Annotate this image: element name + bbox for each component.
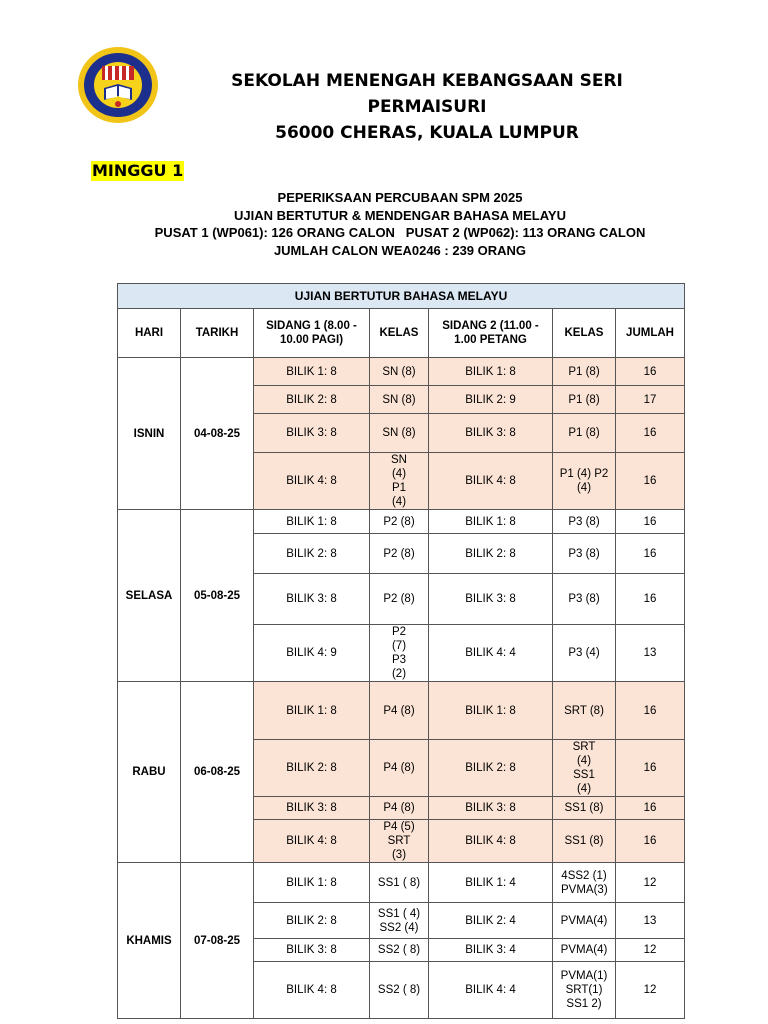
total-cell: 12 (616, 939, 685, 962)
date-cell: 05-08-25 (181, 510, 254, 682)
table-title: UJIAN BERTUTUR BAHASA MELAYU (118, 284, 685, 309)
sidang1-room: BILIK 2: 8 (254, 534, 370, 574)
school-name: SEKOLAH MENENGAH KEBANGSAAN SERI PERMAISURI (231, 71, 623, 117)
date-cell: 04-08-25 (181, 358, 254, 510)
sidang1-room: BILIK 4: 8 (254, 820, 370, 863)
total-cell: 16 (616, 740, 685, 797)
total-cell: 16 (616, 358, 685, 386)
header-hari: HARI (118, 309, 181, 358)
sidang1-room: BILIK 2: 8 (254, 386, 370, 414)
sidang1-room: BILIK 3: 8 (254, 939, 370, 962)
sidang1-class: P2 (8) (370, 574, 429, 625)
sidang2-class: P3 (8) (553, 574, 616, 625)
total-cell: 16 (616, 682, 685, 740)
total-cell: 16 (616, 820, 685, 863)
sidang1-class: SN (8) (370, 358, 429, 386)
sidang2-room: BILIK 4: 8 (429, 453, 553, 510)
exam-centres: PUSAT 1 (WP061): 126 ORANG CALON PUSAT 2 (WP062): 113 ORANG CALON (154, 225, 646, 240)
total-cell: 12 (616, 863, 685, 903)
sidang2-class: P1 (4) P2 (4) (553, 453, 616, 510)
total-cell: 17 (616, 386, 685, 414)
table-row (118, 863, 685, 903)
sidang2-class: 4SS2 (1) PVMA(3) (553, 863, 616, 903)
exam-total: JUMLAH CALON WEA0246 : 239 ORANG (273, 242, 527, 258)
sidang1-room: BILIK 1: 8 (254, 863, 370, 903)
sidang1-class: P2 (8) (370, 534, 429, 574)
sidang1-room: BILIK 3: 8 (254, 797, 370, 820)
header-sidang-1: SIDANG 1 (8.00 - 10.00 PAGI) (254, 309, 370, 358)
sidang1-room: BILIK 1: 8 (254, 358, 370, 386)
sidang2-class: SRT (4) SS1 (4) (553, 740, 616, 797)
header-kelas-1: KELAS (370, 309, 429, 358)
total-cell: 16 (616, 574, 685, 625)
table-row (118, 358, 685, 386)
sidang2-class: PVMA(4) (553, 903, 616, 939)
sidang1-class: P2 (8) (370, 510, 429, 534)
sidang2-class: P3 (8) (553, 510, 616, 534)
table-row (118, 682, 685, 740)
day-cell: RABU (118, 682, 181, 863)
sidang1-class: SS2 ( 8) (370, 962, 429, 1019)
sidang1-room: BILIK 1: 8 (254, 682, 370, 740)
sidang2-class: P1 (8) (553, 358, 616, 386)
total-cell: 16 (616, 797, 685, 820)
sidang2-room: BILIK 3: 8 (429, 797, 553, 820)
school-header (172, 68, 682, 146)
sidang1-class: SN (8) (370, 386, 429, 414)
school-crest-logo (77, 44, 159, 126)
sidang2-room: BILIK 1: 8 (429, 358, 553, 386)
day-cell: KHAMIS (118, 863, 181, 1019)
sidang1-class: P4 (8) (370, 682, 429, 740)
header-tarikh: TARIKH (181, 309, 254, 358)
sidang2-room: BILIK 3: 4 (429, 939, 553, 962)
sidang1-room: BILIK 2: 8 (254, 903, 370, 939)
sidang1-class: P4 (8) (370, 797, 429, 820)
total-cell: 16 (616, 534, 685, 574)
sidang2-class: SS1 (8) (553, 820, 616, 863)
sidang1-room: BILIK 4: 8 (254, 962, 370, 1019)
sidang2-room: BILIK 4: 4 (429, 625, 553, 682)
sidang2-room: BILIK 3: 8 (429, 414, 553, 453)
sidang1-class: P4 (8) (370, 740, 429, 797)
header-jumlah: JUMLAH (616, 309, 685, 358)
total-cell: 16 (616, 510, 685, 534)
sidang2-class: P1 (8) (553, 386, 616, 414)
sidang1-room: BILIK 4: 8 (254, 453, 370, 510)
sidang2-room: BILIK 4: 8 (429, 820, 553, 863)
header-sidang-2: SIDANG 2 (11.00 - 1.00 PETANG (429, 309, 553, 358)
sidang2-class: PVMA(4) (553, 939, 616, 962)
table-header-row (118, 309, 685, 358)
sidang1-class: SS2 ( 8) (370, 939, 429, 962)
sidang1-class: P4 (5) SRT (3) (370, 820, 429, 863)
exam-subtitle: UJIAN BERTUTUR & MENDENGAR BAHASA MELAYU (234, 207, 566, 223)
sidang2-class: PVMA(1) SRT(1) SS1 2) (553, 962, 616, 1019)
sidang2-room: BILIK 2: 4 (429, 903, 553, 939)
sidang1-room: BILIK 3: 8 (254, 574, 370, 625)
day-cell: SELASA (118, 510, 181, 682)
total-cell: 12 (616, 962, 685, 1019)
sidang2-room: BILIK 2: 8 (429, 740, 553, 797)
sidang2-room: BILIK 1: 8 (429, 510, 553, 534)
header-kelas-2: KELAS (553, 309, 616, 358)
exam-header (110, 189, 690, 259)
total-cell: 13 (616, 903, 685, 939)
sidang2-room: BILIK 2: 8 (429, 534, 553, 574)
sidang2-class: SRT (8) (553, 682, 616, 740)
school-address: 56000 CHERAS, KUALA LUMPUR (275, 123, 579, 143)
sidang2-room: BILIK 1: 8 (429, 682, 553, 740)
sidang2-class: P3 (4) (553, 625, 616, 682)
sidang1-class: SS1 ( 4) SS2 (4) (370, 903, 429, 939)
schedule-table (117, 283, 685, 1019)
day-cell: ISNIN (118, 358, 181, 510)
sidang1-class: SN (4) P1 (4) (370, 453, 429, 510)
date-cell: 07-08-25 (181, 863, 254, 1019)
sidang1-class: SN (8) (370, 414, 429, 453)
total-cell: 13 (616, 625, 685, 682)
sidang1-room: BILIK 4: 9 (254, 625, 370, 682)
sidang1-class: P2 (7) P3 (2) (370, 625, 429, 682)
sidang1-class: SS1 ( 8) (370, 863, 429, 903)
sidang1-room: BILIK 2: 8 (254, 740, 370, 797)
sidang2-room: BILIK 4: 4 (429, 962, 553, 1019)
exam-title: PEPERIKSAAN PERCUBAAN SPM 2025 (277, 190, 523, 205)
table-row (118, 510, 685, 534)
total-cell: 16 (616, 414, 685, 453)
sidang2-class: P3 (8) (553, 534, 616, 574)
sidang2-room: BILIK 3: 8 (429, 574, 553, 625)
sidang2-room: BILIK 1: 4 (429, 863, 553, 903)
week-label: MINGGU 1 (92, 161, 184, 180)
total-cell: 16 (616, 453, 685, 510)
sidang1-room: BILIK 1: 8 (254, 510, 370, 534)
date-cell: 06-08-25 (181, 682, 254, 863)
sidang1-room: BILIK 3: 8 (254, 414, 370, 453)
sidang2-room: BILIK 2: 9 (429, 386, 553, 414)
sidang2-class: P1 (8) (553, 414, 616, 453)
sidang2-class: SS1 (8) (553, 797, 616, 820)
